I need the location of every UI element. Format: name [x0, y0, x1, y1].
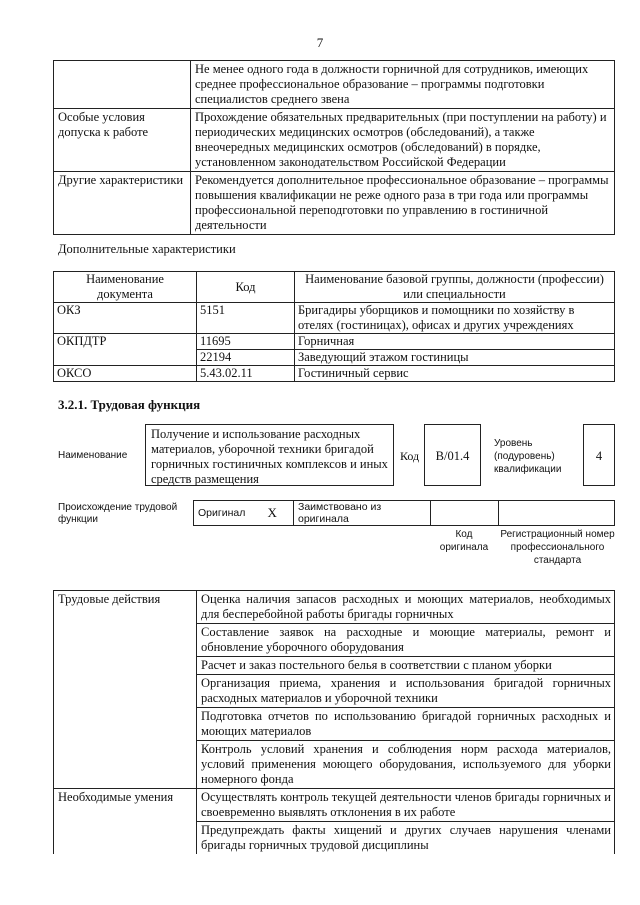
cell-code: 5.43.02.11	[197, 366, 295, 382]
cell-code: 22194	[197, 350, 295, 366]
cell-name: Заведующий этажом гостиницы	[295, 350, 615, 366]
requirements-table	[53, 60, 615, 235]
table-row	[54, 789, 615, 822]
additional-heading: Дополнительные характеристики	[58, 242, 236, 256]
table-row	[54, 366, 615, 382]
column-header: Наименование базовой группы, должности (профессии) или специальности	[295, 272, 615, 303]
original-code-cell	[431, 501, 499, 526]
table-row	[54, 334, 615, 350]
function-name: Получение и использование расходных материалов, уборочной техники бригадой горничных гостиничных комплексов и иных средств размещения	[145, 424, 394, 486]
cell-name: Горничная	[295, 334, 615, 350]
column-header: Наименование документа	[54, 272, 197, 303]
registration-number-caption: Регистрационный номер профессионального стандарта	[500, 529, 615, 566]
action-item: Подготовка отчетов по использованию бригадой горничных расходных и моющих материалов	[197, 708, 615, 741]
table-row	[54, 303, 615, 334]
duties-table	[53, 590, 615, 854]
row-text: Не менее одного года в должности горничной для сотрудников, имеющих среднее профессиональное образование – программы подготовки специалистов среднего звена	[191, 61, 615, 109]
table-row	[54, 172, 615, 235]
table-row	[194, 501, 615, 526]
action-item: Оценка наличия запасов расходных и моющих материалов, необходимых для бесперебойной работы бригады горничных	[197, 591, 615, 624]
original-label: Оригинал	[194, 501, 264, 526]
origin-table	[193, 500, 615, 526]
action-item: Организация приема, хранения и использования бригадой горничных расходных материалов и уборочной техники	[197, 675, 615, 708]
section-title: 3.2.1. Трудовая функция	[58, 397, 201, 412]
cell-name: Гостиничный сервис	[295, 366, 615, 382]
function-name-label: Наименование	[58, 450, 128, 461]
skill-item: Осуществлять контроль текущей деятельности членов бригады горничных и своевременно выявлять отклонения в их работе	[197, 789, 615, 822]
function-code: B/01.4	[424, 424, 481, 486]
registration-number-cell	[499, 501, 615, 526]
original-code-caption: Код оригинала	[439, 529, 489, 553]
qualification-level: 4	[583, 424, 615, 486]
row-label	[54, 61, 191, 109]
table-row	[54, 61, 615, 109]
actions-label: Трудовые действия	[54, 591, 197, 789]
cell-code: 5151	[197, 303, 295, 334]
skill-item: Предупреждать факты хищений и других случаев нарушения членами бригады горничных трудовой дисциплины	[197, 822, 615, 855]
table-header-row	[54, 272, 615, 303]
action-item: Расчет и заказ постельного белья в соответствии с планом уборки	[197, 657, 615, 675]
row-label: Особые условия допуска к работе	[54, 109, 191, 172]
row-label: Другие характеристики	[54, 172, 191, 235]
level-label: Уровень (подуровень) квалификации	[494, 438, 562, 475]
original-mark: X	[264, 501, 294, 526]
cell-doc: ОКЗ	[54, 303, 197, 334]
code-label: Код	[400, 449, 420, 463]
origin-label: Происхождение трудовой функции	[58, 502, 178, 525]
row-text: Прохождение обязательных предварительных (при поступлении на работу) и периодических медицинских осмотров (обследований), а также внеочередных медицинских осмотров (обследований) в порядке, установленном законодательством Российской Федерации	[191, 109, 615, 172]
cell-code: 11695	[197, 334, 295, 350]
cell-doc: ОКСО	[54, 366, 197, 382]
table-row	[54, 109, 615, 172]
page-number: 7	[316, 35, 324, 50]
cell-name: Бригадиры уборщиков и помощники по хозяйству в отелях (гостиницах), офисах и других учреждениях	[295, 303, 615, 334]
cell-doc: ОКПДТР	[54, 334, 197, 366]
action-item: Контроль условий хранения и соблюдения норм расхода материалов, условий применения моющего оборудования, используемого для уборки номерного фонда	[197, 741, 615, 789]
action-item: Составление заявок на расходные и моющие материалы, ремонт и обновление уборочного оборудования	[197, 624, 615, 657]
row-text: Рекомендуется дополнительное профессиональное образование – программы повышения квалификации не реже одного раза в три года или программы профессиональной переподготовки по управлению в гостиничной деятельности	[191, 172, 615, 235]
skills-label: Необходимые умения	[54, 789, 197, 855]
borrowed-label: Заимствовано из оригинала	[294, 501, 431, 526]
additional-table	[53, 271, 615, 382]
table-row	[54, 591, 615, 624]
column-header: Код	[197, 272, 295, 303]
